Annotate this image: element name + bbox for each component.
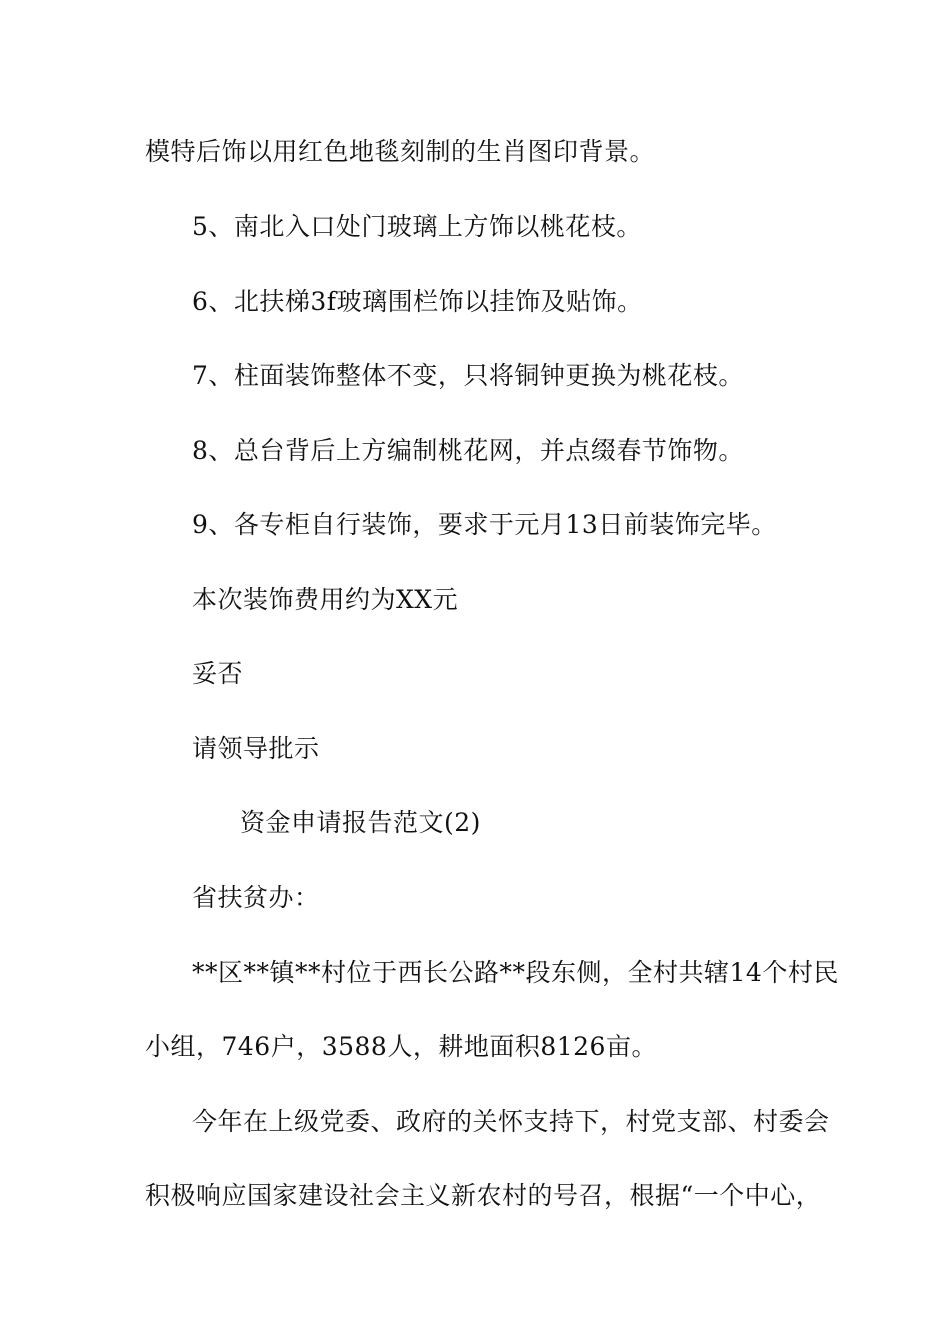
paragraph-line-4: 今年在上级党委、政府的关怀支持下，村党支部、村委会 bbox=[192, 1107, 830, 1136]
paragraph-line-5: 积极响应国家建设社会主义新农村的号召，根据“一个中心， bbox=[145, 1181, 822, 1210]
list-item-8: 8、总台背后上方编制桃花网，并点缀春节饰物。 bbox=[192, 436, 744, 465]
cost-statement: 本次装饰费用约为XX元 bbox=[192, 585, 459, 614]
paragraph-line-2: **区**镇**村位于西长公路**段东侧，全村共辖14个村民 bbox=[192, 958, 839, 987]
paragraph-line-3: 小组，746户，3588人，耕地面积8126亩。 bbox=[145, 1032, 657, 1061]
paragraph-line-1: 模特后饰以用红色地毯刻制的生肖图印背景。 bbox=[145, 137, 656, 166]
approval-query: 妥否 bbox=[192, 659, 244, 688]
list-item-9: 9、各专柜自行装饰，要求于元月13日前装饰完毕。 bbox=[192, 510, 777, 539]
list-item-5: 5、南北入口处门玻璃上方饰以桃花枝。 bbox=[192, 212, 642, 241]
recipient-line: 省扶贫办： bbox=[192, 883, 320, 912]
section-title: 资金申请报告范文(2) bbox=[240, 808, 481, 837]
list-item-6: 6、北扶梯3f玻璃围栏饰以挂饰及贴饰。 bbox=[192, 287, 643, 316]
list-item-7: 7、柱面装饰整体不变，只将铜钟更换为桃花枝。 bbox=[192, 361, 744, 390]
approval-request: 请领导批示 bbox=[192, 734, 320, 763]
